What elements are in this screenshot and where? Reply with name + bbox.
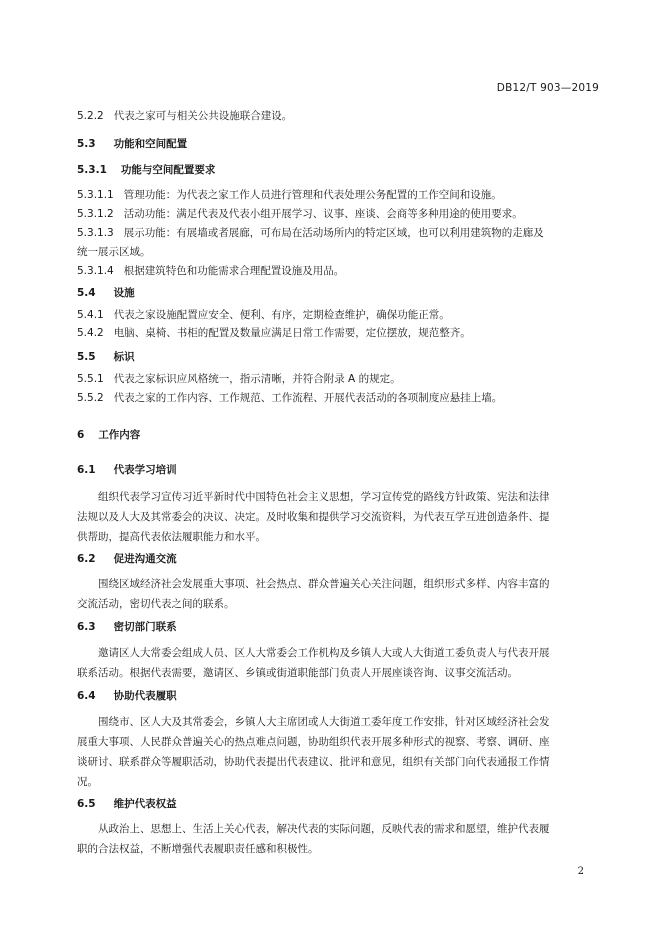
clause-number: 5.3.1.3 (77, 227, 114, 239)
section-heading-6-4 (77, 686, 597, 706)
section-heading-6-1 (77, 460, 597, 480)
paragraph-6-4 (77, 712, 597, 792)
clause-5-3-1-3-continued (77, 242, 597, 262)
clause-5-5-2 (77, 388, 597, 408)
paragraph-6-5 (77, 819, 597, 859)
page-number: 2 (577, 866, 584, 877)
clause-text: 统一展示区域。 (77, 246, 151, 258)
section-heading-5-4 (77, 283, 597, 303)
clause-5-2-2 (77, 106, 597, 126)
paragraph-line: 展重大事项、人民群众普遍关心的热点难点问题，协助组织代表开展多种形式的视察、考察、调研、座 (77, 736, 550, 748)
section-heading-5-3-1 (77, 160, 597, 180)
paragraph-line: 组织代表学习宣传习近平新时代中国特色社会主义思想，学习宣传党的路线方针政策、宪法和法律 (98, 491, 550, 503)
paragraph-line: 职的合法权益，不断增强代表履职责任感和积极性。 (77, 843, 319, 855)
clause-5-5-1 (77, 369, 597, 389)
clause-5-3-1-3 (77, 223, 597, 243)
paragraph-line: 供帮助，提高代表依法履职能力和水平。 (77, 531, 266, 543)
section-heading-6-5 (77, 794, 597, 814)
section-title: 代表学习培训 (113, 464, 177, 476)
clause-text: 展示功能：有展墙或者展廊，可布局在活动场所内的特定区域，也可以利用建筑物的走廊及 (123, 227, 544, 239)
clause-text: 电脑、桌椅、书柜的配置及数量应满足日常工作需要，定位摆放，规范整齐。 (113, 327, 471, 339)
clause-number: 5.4.1 (77, 309, 104, 321)
section-number: 6.1 (77, 464, 96, 476)
chapter-heading-6 (77, 425, 597, 445)
section-title: 功能与空间配置要求 (120, 164, 216, 176)
clause-number: 5.3.1.4 (77, 265, 114, 277)
section-number: 5.3.1 (77, 164, 107, 176)
clause-number: 5.5.1 (77, 373, 104, 385)
paragraph-line: 况。 (77, 776, 98, 788)
section-title: 设施 (113, 287, 135, 299)
section-title: 促进沟通交流 (113, 553, 177, 565)
section-heading-5-5 (77, 347, 597, 367)
paragraph-6-1 (77, 487, 597, 547)
clause-text: 活动功能：满足代表及代表小组开展学习、议事、座谈、会商等多种用途的使用要求。 (123, 208, 523, 220)
clause-number: 5.3.1.1 (77, 189, 114, 201)
clause-number: 5.2.2 (77, 110, 104, 122)
paragraph-6-3 (77, 643, 597, 683)
clause-text: 管理功能：为代表之家工作人员进行管理和代表处理公务配置的工作空间和设施。 (123, 189, 502, 201)
section-heading-5-3 (77, 134, 597, 154)
paragraph-line: 从政治上、思想上、生活上关心代表，解决代表的实际问题，反映代表的需求和愿望，维护代表履 (98, 823, 550, 835)
chapter-title: 工作内容 (98, 429, 141, 441)
clause-5-3-1-2 (77, 204, 597, 224)
clause-number: 5.5.2 (77, 392, 104, 404)
clause-number: 5.3.1.2 (77, 208, 114, 220)
paragraph-6-2 (77, 574, 597, 614)
section-number: 5.4 (77, 287, 96, 299)
section-title: 维护代表权益 (113, 798, 177, 810)
clause-5-3-1-1 (77, 185, 597, 205)
clause-5-3-1-4 (77, 261, 597, 281)
clause-text: 代表之家的工作内容、工作规范、工作流程、开展代表活动的各项制度应悬挂上墙。 (113, 392, 503, 404)
section-number: 6.3 (77, 621, 96, 633)
clause-5-4-2 (77, 323, 597, 343)
clause-text: 根据建筑特色和功能需求合理配置设施及用品。 (123, 265, 345, 277)
section-number: 5.5 (77, 351, 96, 363)
paragraph-line: 邀请区人大常委会组成人员、区人大常委会工作机构及乡镇人大或人大街道工委负责人与代表开展 (98, 647, 550, 659)
paragraph-line: 联系活动。根据代表需要，邀请区、乡镇或街道职能部门负责人开展座谈咨询、议事交流活动。 (77, 667, 518, 679)
section-number: 6.2 (77, 553, 96, 565)
section-heading-6-2 (77, 549, 597, 569)
section-title: 密切部门联系 (113, 621, 177, 633)
section-title: 标识 (113, 351, 135, 363)
paragraph-line: 围绕区域经济社会发展重大事项、社会热点、群众普遍关心关注问题，组织形式多样、内容丰富的 (98, 578, 550, 590)
paragraph-line: 谈研讨、联系群众等履职活动，协助代表提出代表建议、批评和意见，组织有关部门向代表通报工作情 (77, 756, 550, 768)
clause-number: 5.4.2 (77, 327, 104, 339)
document-code: DB12/T 903—2019 (496, 82, 599, 94)
paragraph-line: 围绕市、区人大及其常委会，乡镇人大主席团或人大街道工委年度工作安排，针对区域经济社会发 (98, 716, 550, 728)
section-number: 5.3 (77, 138, 96, 150)
section-number: 6.5 (77, 798, 96, 810)
chapter-number: 6 (77, 429, 85, 441)
section-title: 协助代表履职 (113, 690, 177, 702)
paragraph-line: 交流活动，密切代表之间的联系。 (77, 598, 235, 610)
clause-text: 代表之家可与相关公共设施联合建设。 (113, 110, 293, 122)
section-heading-6-3 (77, 617, 597, 637)
clause-5-4-1 (77, 305, 597, 325)
clause-text: 代表之家标识应风格统一，指示清晰，并符合附录 A 的规定。 (113, 373, 401, 385)
section-title: 功能和空间配置 (113, 138, 188, 150)
paragraph-line: 法规以及人大及其常委会的决议、决定。及时收集和提供学习交流资料，为代表互学互进创造条件、提 (77, 511, 550, 523)
section-number: 6.4 (77, 690, 96, 702)
clause-text: 代表之家设施配置应安全、便利、有序，定期检查维护，确保功能正常。 (113, 309, 450, 321)
